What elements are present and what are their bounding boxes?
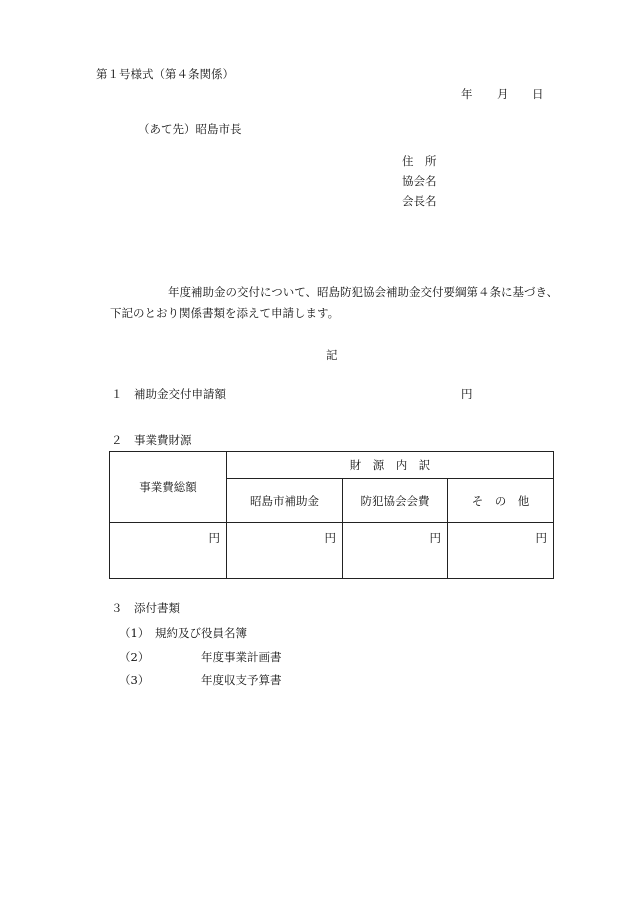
- body-text-line1: 年度補助金の交付について、昭島防犯協会補助金交付要綱第４条に基づき、: [168, 285, 559, 299]
- attachment-label: 年度事業計画書: [201, 650, 282, 664]
- other-cell: 円: [448, 523, 554, 579]
- date-month-label: 月: [497, 87, 509, 101]
- applicant-president-label: 会長名: [402, 194, 437, 208]
- date-day-label: 日: [532, 87, 544, 101]
- form-label: 第１号様式（第４条関係）: [96, 67, 234, 81]
- city-subsidy-cell: 円: [227, 523, 343, 579]
- date-year-label: 年: [461, 87, 473, 101]
- total-cost-cell: 円: [110, 523, 227, 579]
- addressee: （あて先）昭島市長: [138, 122, 242, 136]
- attachment-number: （3）: [119, 673, 150, 687]
- other-header: そ の 他: [448, 479, 554, 523]
- total-cost-header: 事業費総額: [110, 452, 227, 523]
- ki-heading: 記: [326, 348, 338, 362]
- item1-label: 補助金交付申請額: [134, 387, 226, 401]
- item2-number: ２: [111, 433, 123, 447]
- applicant-address-label: 住 所: [402, 154, 437, 168]
- attachment-label: 規約及び役員名簿: [155, 626, 247, 640]
- funding-breakdown-header: 財 源 内 訳: [227, 452, 554, 479]
- city-subsidy-header: 昭島市補助金: [227, 479, 343, 523]
- attachment-label: 年度収支予算書: [201, 673, 282, 687]
- item3-number: ３: [111, 601, 123, 615]
- funding-table: [109, 451, 554, 579]
- attachment-number: （2）: [119, 650, 150, 664]
- item3-label: 添付書類: [134, 601, 180, 615]
- item1-unit: 円: [461, 387, 473, 401]
- item1-number: １: [111, 387, 123, 401]
- attachment-number: （1）: [119, 626, 150, 640]
- association-fee-header: 防犯協会会費: [343, 479, 448, 523]
- association-fee-cell: 円: [343, 523, 448, 579]
- applicant-association-label: 協会名: [402, 174, 437, 188]
- body-text-line2: 下記のとおり関係書類を添えて申請します。: [110, 306, 340, 320]
- item2-label: 事業費財源: [134, 433, 192, 447]
